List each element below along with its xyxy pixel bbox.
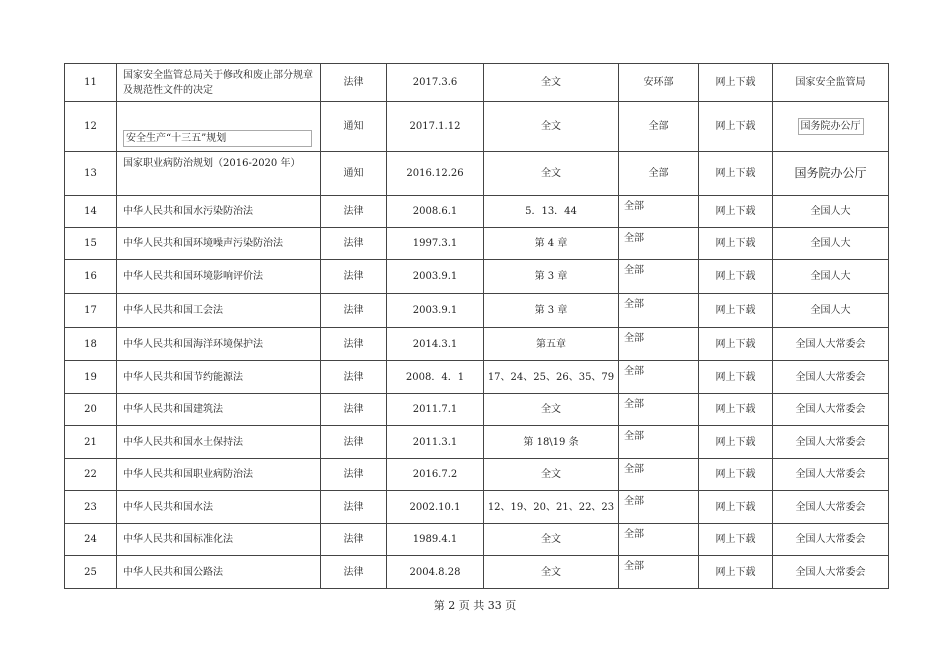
document-type-cell (321, 426, 387, 459)
applicable-clauses-cell (484, 102, 619, 152)
applicable-clauses: 全文 (541, 168, 561, 179)
acquisition-method: 网上下载 (715, 371, 756, 383)
document-type: 法律 (343, 404, 364, 415)
page-number: 第 2 页 共 33 页 (433, 599, 517, 612)
regulation-name: 中华人民共和国海洋环境保护法 (123, 338, 263, 350)
regulation-name-cell (117, 556, 321, 589)
row-number-cell (65, 491, 117, 524)
document-type: 法律 (343, 469, 364, 480)
issuing-authority: 全国人大常委会 (795, 371, 866, 383)
row-number: 18 (84, 338, 97, 350)
document-type: 法律 (343, 371, 364, 383)
effective-date: 2016.7.2 (412, 469, 458, 480)
applicable-scope-cell (619, 426, 699, 459)
effective-date-cell (387, 152, 484, 196)
acquisition-method-cell (699, 102, 773, 152)
effective-date: 2003.9.1 (412, 305, 458, 316)
regulation-name-cell (117, 196, 321, 228)
document-type-cell (321, 294, 387, 328)
applicable-clauses-cell (484, 459, 619, 491)
row-number: 17 (84, 305, 97, 316)
table-row (65, 556, 889, 589)
issuing-authority: 国务院办公厅 (794, 165, 867, 180)
regulation-name: 中华人民共和国职业病防治法 (123, 469, 253, 480)
issuing-authority-cell (773, 196, 889, 228)
applicable-clauses-cell (484, 491, 619, 524)
document-type-cell (321, 459, 387, 491)
document-type-cell (321, 524, 387, 556)
applicable-scope-cell (619, 556, 699, 589)
document-type: 法律 (343, 305, 364, 316)
applicable-scope-cell (619, 260, 699, 294)
issuing-authority-cell (773, 328, 889, 361)
regulation-name: 中华人民共和国水法 (123, 501, 213, 513)
applicable-scope: 全部 (648, 121, 669, 132)
applicable-clauses: 全文 (541, 566, 561, 578)
applicable-scope-cell (619, 361, 699, 394)
applicable-clauses: 全文 (541, 77, 561, 88)
regulation-name-cell (117, 64, 321, 102)
row-number: 23 (84, 501, 97, 513)
row-number-cell (65, 102, 117, 152)
acquisition-method-cell (699, 556, 773, 589)
issuing-authority-cell (773, 524, 889, 556)
effective-date: 2011.7.1 (412, 404, 458, 415)
applicable-clauses: 12、19、20、21、22、23 (487, 501, 615, 513)
document-type-cell (321, 196, 387, 228)
row-number-cell (65, 556, 117, 589)
applicable-scope-cell (619, 524, 699, 556)
effective-date: 1989.4.1 (412, 534, 458, 545)
row-number-cell (65, 196, 117, 228)
applicable-clauses-cell (484, 294, 619, 328)
issuing-authority: 全国人大常委会 (795, 501, 866, 513)
applicable-scope: 全部 (624, 201, 644, 212)
applicable-scope: 全部 (624, 529, 644, 540)
issuing-authority-cell (773, 294, 889, 328)
acquisition-method: 网上下载 (715, 534, 756, 545)
acquisition-method-cell (699, 394, 773, 426)
row-number-cell (65, 459, 117, 491)
applicable-clauses-cell (484, 64, 619, 102)
acquisition-method-cell (699, 64, 773, 102)
regulation-name: 中华人民共和国公路法 (123, 566, 223, 578)
effective-date-cell (387, 196, 484, 228)
regulation-name: 中华人民共和国标准化法 (123, 534, 233, 545)
applicable-clauses-cell (484, 524, 619, 556)
applicable-clauses: 5．13．44 (525, 206, 577, 217)
effective-date-cell (387, 394, 484, 426)
acquisition-method: 网上下载 (715, 501, 756, 513)
document-type-cell (321, 328, 387, 361)
applicable-scope: 全部 (624, 366, 644, 377)
effective-date-cell (387, 260, 484, 294)
applicable-clauses-cell (484, 361, 619, 394)
applicable-scope: 全部 (624, 299, 644, 310)
issuing-authority-cell (773, 152, 889, 196)
regulation-name-cell (117, 228, 321, 260)
effective-date-cell (387, 361, 484, 394)
effective-date: 2016.12.26 (406, 168, 464, 179)
table-row (65, 102, 889, 152)
effective-date-cell (387, 491, 484, 524)
applicable-clauses: 第 4 章 (534, 238, 568, 249)
acquisition-method: 网上下载 (715, 469, 756, 480)
applicable-clauses: 第 18\19 条 (523, 436, 579, 448)
row-number-cell (65, 152, 117, 196)
applicable-scope: 全部 (624, 233, 644, 244)
document-type-cell (321, 152, 387, 196)
regulation-name: 中华人民共和国节约能源法 (123, 371, 243, 383)
regulation-name: 国家职业病防治规划（2016-2020 年） (123, 158, 301, 169)
effective-date-cell (387, 228, 484, 260)
applicable-scope: 全部 (624, 496, 644, 507)
acquisition-method: 网上下载 (715, 168, 756, 179)
regulation-name-cell (117, 102, 321, 152)
applicable-clauses: 全文 (541, 121, 561, 132)
applicable-scope: 全部 (624, 561, 644, 572)
row-number: 16 (84, 271, 97, 282)
applicable-scope: 全部 (648, 168, 669, 179)
document-type: 法律 (343, 534, 364, 545)
effective-date: 2008．4．1 (405, 371, 465, 383)
document-type: 法律 (343, 271, 364, 282)
acquisition-method-cell (699, 228, 773, 260)
issuing-authority: 全国人大 (810, 305, 851, 316)
row-number-cell (65, 361, 117, 394)
regulation-name-cell (117, 394, 321, 426)
row-number: 21 (84, 436, 97, 448)
row-number: 15 (84, 238, 97, 249)
effective-date-cell (387, 426, 484, 459)
row-number-cell (65, 64, 117, 102)
issuing-authority: 全国人大常委会 (795, 534, 866, 545)
regulation-name-cell (117, 152, 321, 196)
table-row (65, 228, 889, 260)
effective-date: 2002.10.1 (409, 501, 461, 513)
row-number: 13 (84, 168, 97, 179)
applicable-clauses: 全文 (541, 404, 561, 415)
applicable-scope: 全部 (624, 333, 644, 344)
document-type: 法律 (343, 238, 364, 249)
regulation-name: 中华人民共和国建筑法 (123, 404, 223, 415)
applicable-scope-cell (619, 328, 699, 361)
issuing-authority: 全国人大常委会 (795, 469, 866, 480)
applicable-clauses-cell (484, 426, 619, 459)
issuing-authority-cell (773, 64, 889, 102)
regulation-name-cell (117, 361, 321, 394)
effective-date: 2014.3.1 (412, 338, 458, 350)
table-row (65, 361, 889, 394)
effective-date: 2017.3.6 (412, 77, 458, 88)
effective-date: 2003.9.1 (412, 271, 458, 282)
row-number-cell (65, 228, 117, 260)
regulation-name: 安全生产“十三五”规划 (123, 130, 312, 147)
regulation-name: 国家安全监管总局关于修改和废止部分规章及规范性文件的决定 (123, 69, 313, 96)
document-type: 通知 (343, 121, 364, 132)
applicable-scope: 全部 (624, 265, 644, 276)
issuing-authority: 全国人大常委会 (795, 436, 866, 448)
applicable-clauses: 17、24、25、26、35、79 (487, 371, 615, 383)
table-row (65, 459, 889, 491)
effective-date: 2017.1.12 (409, 121, 461, 132)
row-number-cell (65, 394, 117, 426)
applicable-scope-cell (619, 196, 699, 228)
effective-date-cell (387, 328, 484, 361)
issuing-authority: 国家安全监管局 (795, 77, 866, 88)
issuing-authority-cell (773, 459, 889, 491)
row-number: 11 (84, 77, 97, 88)
document-type: 法律 (343, 566, 364, 578)
acquisition-method: 网上下载 (715, 305, 756, 316)
applicable-clauses: 第 3 章 (534, 271, 568, 282)
applicable-scope-cell (619, 459, 699, 491)
issuing-authority-cell (773, 426, 889, 459)
issuing-authority-cell (773, 394, 889, 426)
applicable-scope-cell (619, 394, 699, 426)
applicable-scope: 全部 (624, 399, 644, 410)
regulation-name-cell (117, 328, 321, 361)
applicable-scope-cell (619, 152, 699, 196)
row-number: 24 (84, 534, 97, 545)
document-type-cell (321, 361, 387, 394)
applicable-clauses: 第 3 章 (534, 305, 568, 316)
row-number-cell (65, 426, 117, 459)
document-type-cell (321, 556, 387, 589)
document-type: 通知 (343, 168, 364, 179)
regulation-name: 中华人民共和国环境影响评价法 (123, 271, 263, 282)
regulations-table (64, 63, 889, 589)
regulation-name: 中华人民共和国水土保持法 (123, 436, 243, 448)
acquisition-method-cell (699, 459, 773, 491)
issuing-authority-cell (773, 491, 889, 524)
applicable-clauses: 全文 (541, 534, 561, 545)
effective-date: 2011.3.1 (412, 436, 458, 448)
table-row (65, 328, 889, 361)
issuing-authority-cell (773, 102, 889, 152)
table-row (65, 260, 889, 294)
table-row (65, 491, 889, 524)
acquisition-method-cell (699, 328, 773, 361)
acquisition-method-cell (699, 260, 773, 294)
acquisition-method: 网上下载 (715, 271, 756, 282)
acquisition-method: 网上下载 (715, 436, 756, 448)
issuing-authority: 全国人大 (810, 206, 851, 217)
applicable-scope-cell (619, 102, 699, 152)
document-type: 法律 (343, 501, 364, 513)
applicable-scope: 安环部 (643, 77, 674, 88)
effective-date-cell (387, 556, 484, 589)
acquisition-method-cell (699, 426, 773, 459)
acquisition-method: 网上下载 (715, 206, 756, 217)
issuing-authority-cell (773, 260, 889, 294)
acquisition-method-cell (699, 294, 773, 328)
applicable-clauses-cell (484, 196, 619, 228)
row-number-cell (65, 260, 117, 294)
applicable-scope: 全部 (624, 464, 644, 475)
regulation-name-cell (117, 294, 321, 328)
applicable-clauses-cell (484, 260, 619, 294)
effective-date: 1997.3.1 (412, 238, 458, 249)
acquisition-method: 网上下载 (715, 121, 756, 132)
regulation-name-cell (117, 426, 321, 459)
issuing-authority-cell (773, 361, 889, 394)
table-row (65, 394, 889, 426)
row-number: 25 (84, 566, 97, 578)
regulation-name-cell (117, 524, 321, 556)
acquisition-method: 网上下载 (715, 404, 756, 415)
document-type: 法律 (343, 338, 364, 350)
table-row (65, 524, 889, 556)
row-number: 22 (84, 469, 97, 480)
acquisition-method: 网上下载 (715, 566, 756, 578)
applicable-scope-cell (619, 64, 699, 102)
row-number-cell (65, 328, 117, 361)
row-number: 12 (84, 121, 97, 132)
table-row (65, 426, 889, 459)
issuing-authority: 全国人大常委会 (795, 404, 866, 415)
document-type-cell (321, 64, 387, 102)
table-row (65, 196, 889, 228)
applicable-scope-cell (619, 294, 699, 328)
applicable-clauses: 第五章 (536, 338, 566, 350)
regulation-name: 中华人民共和国工会法 (123, 305, 223, 316)
effective-date: 2008.6.1 (412, 206, 458, 217)
acquisition-method-cell (699, 491, 773, 524)
acquisition-method: 网上下载 (715, 77, 756, 88)
issuing-authority: 全国人大常委会 (795, 338, 866, 350)
issuing-authority-cell (773, 228, 889, 260)
document-type: 法律 (343, 436, 364, 448)
row-number: 19 (84, 371, 97, 383)
row-number-cell (65, 294, 117, 328)
applicable-clauses-cell (484, 228, 619, 260)
effective-date-cell (387, 459, 484, 491)
applicable-scope: 全部 (624, 431, 644, 442)
effective-date-cell (387, 294, 484, 328)
table-row (65, 64, 889, 102)
applicable-clauses-cell (484, 152, 619, 196)
acquisition-method-cell (699, 524, 773, 556)
document-type-cell (321, 394, 387, 426)
issuing-authority-cell (773, 556, 889, 589)
issuing-authority: 全国人大常委会 (795, 566, 866, 578)
acquisition-method: 网上下载 (715, 338, 756, 350)
effective-date: 2004.8.28 (409, 566, 461, 578)
applicable-clauses: 全文 (541, 469, 561, 480)
row-number: 14 (84, 206, 97, 217)
regulation-name: 中华人民共和国环境噪声污染防治法 (123, 238, 283, 249)
document-type: 法律 (343, 77, 364, 88)
acquisition-method-cell (699, 361, 773, 394)
regulation-name-cell (117, 459, 321, 491)
row-number: 20 (84, 404, 97, 415)
applicable-clauses-cell (484, 328, 619, 361)
effective-date-cell (387, 64, 484, 102)
effective-date-cell (387, 524, 484, 556)
table-row (65, 294, 889, 328)
table-row (65, 152, 889, 196)
regulation-name-cell (117, 260, 321, 294)
row-number-cell (65, 524, 117, 556)
issuing-authority: 国务院办公厅 (798, 118, 864, 135)
document-type-cell (321, 260, 387, 294)
applicable-clauses-cell (484, 394, 619, 426)
applicable-scope-cell (619, 491, 699, 524)
applicable-clauses-cell (484, 556, 619, 589)
applicable-scope-cell (619, 228, 699, 260)
acquisition-method: 网上下载 (715, 238, 756, 249)
regulation-name: 中华人民共和国水污染防治法 (123, 206, 253, 217)
document-type-cell (321, 228, 387, 260)
regulation-name-cell (117, 491, 321, 524)
issuing-authority: 全国人大 (810, 271, 851, 282)
acquisition-method-cell (699, 196, 773, 228)
acquisition-method-cell (699, 152, 773, 196)
issuing-authority: 全国人大 (810, 238, 851, 249)
effective-date-cell (387, 102, 484, 152)
document-type-cell (321, 491, 387, 524)
document-type-cell (321, 102, 387, 152)
document-type: 法律 (343, 206, 364, 217)
